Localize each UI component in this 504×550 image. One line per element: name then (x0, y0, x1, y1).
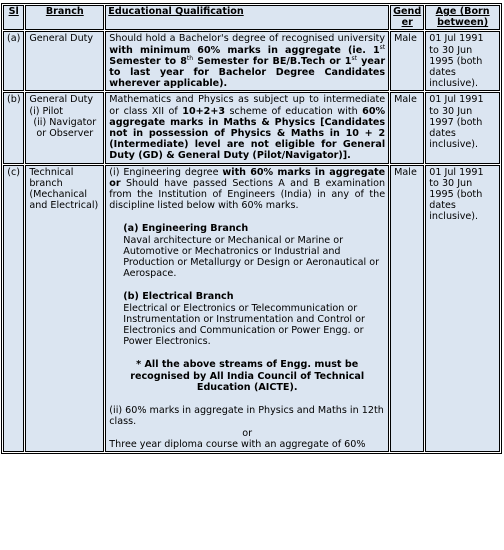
row-b-age: 01 Jul 1991 to 30 Jun 1997 (both dates inclusive). (425, 92, 500, 163)
row-c-edu-intro (109, 167, 385, 212)
row-b-branch-line-3: (ii) Navigator or Observer (33, 116, 97, 140)
table-row (3, 31, 500, 91)
row-b-edu-text-2: scheme of education with (225, 105, 363, 117)
row-a-edu-bold-4: year to last year for Bachelor Degree Candidates wherever applicable). (109, 55, 386, 90)
row-b-education (105, 92, 389, 163)
header-gender: Gend er (390, 5, 424, 30)
row-c-edu-text-1: (i) Engineering degree (109, 166, 223, 178)
row-a-edu-bold-1: with minimum 60% marks in aggregate (ie. 1 (109, 44, 380, 56)
engineering-branch-heading: (a) Engineering Branch (123, 223, 249, 235)
header-row (3, 5, 500, 30)
table-row (3, 92, 500, 163)
row-c-clause-ii: (ii) 60% marks in aggregate in Physics and Maths in 12th class. (109, 405, 384, 428)
row-c-branch: Technical branch (Mechanical and Electrical) (25, 165, 104, 452)
electrical-branch-block (109, 291, 385, 347)
table-row (3, 165, 500, 452)
row-a-sl: (a) (3, 31, 24, 91)
header-age: Age (Born between) (425, 5, 500, 30)
row-c-age: 01 Jul 1991 to 30 Jun 1995 (both dates inclusive). (425, 165, 500, 452)
row-a-edu-bold-3: Semester for BE/B.Tech or 1 (193, 55, 352, 67)
row-c-edu-text-2: Should have passed Sections A and B examination from the Institution of Engineers (India) in any of the discipline listed below with 60% marks. (109, 177, 386, 212)
aicte-note: * All the above streams of Engg. must be recognised by All India Council of Technical Education (AICTE). (130, 359, 365, 393)
row-a-age: 01 Jul 1991 to 30 Jun 1995 (both dates inclusive). (425, 31, 500, 91)
row-c-diploma: Three year diploma course with an aggregate of 60% (109, 438, 366, 450)
engineering-branch-block (109, 223, 385, 279)
header-sl: Sl (3, 5, 24, 30)
row-b-sl: (b) (3, 92, 24, 163)
row-b-gender: Male (390, 92, 424, 163)
row-b-branch (25, 92, 104, 163)
row-a-edu-text: Should hold a Bachelor's degree of recognised university (109, 33, 386, 45)
row-c-gender: Male (390, 165, 424, 452)
header-edu: Educational Qualification (105, 5, 389, 30)
row-a-branch: General Duty (25, 31, 104, 91)
row-a-edu-bold-2: Semester to 8 (109, 55, 187, 67)
row-a-education (105, 31, 389, 91)
or-separator: or (242, 427, 253, 439)
row-b-branch-line-2: (i) Pilot (29, 105, 64, 117)
electrical-branch-heading: (b) Electrical Branch (123, 291, 234, 303)
electrical-branch-list: Electrical or Electronics or Telecommunication or Instrumentation or Instrumentation and Control or Electronics and Communication or Power Engg. or Power Electronics. (123, 302, 365, 348)
row-b-branch-line-1: General Duty (29, 94, 94, 106)
row-b-edu-text-1: Mathematics and Physics as subject up to intermediate or class XII of (109, 94, 386, 117)
row-c-sl: (c) (3, 165, 24, 452)
row-a-sup-1: st (379, 43, 386, 51)
row-a-sup-3: st (351, 54, 357, 62)
row-b-edu-bold-1: 10+2+3 (182, 105, 226, 117)
engineering-branch-list: Naval architecture or Mechanical or Marine or Automotive or Mechatronics or Industrial and Production or Metallurgy or Design or Aeronautical or Aerospace. (123, 234, 380, 280)
row-b-edu-bold-2: 60% aggregate marks in Maths & Physics [Candidates not in possession of Physics & Maths in 10 + 2 (Intermediate) level are not eligible for General Duty (GD) & General Duty (Pilot/Navigator)]. (109, 105, 386, 162)
eligibility-table (1, 3, 502, 454)
row-a-gender: Male (390, 31, 424, 91)
row-a-sup-2: th (186, 54, 194, 62)
header-branch: Branch (25, 5, 104, 30)
row-c-education (105, 165, 389, 452)
row-c-edu-bold-1: with 60% marks in aggregate or (109, 166, 386, 189)
